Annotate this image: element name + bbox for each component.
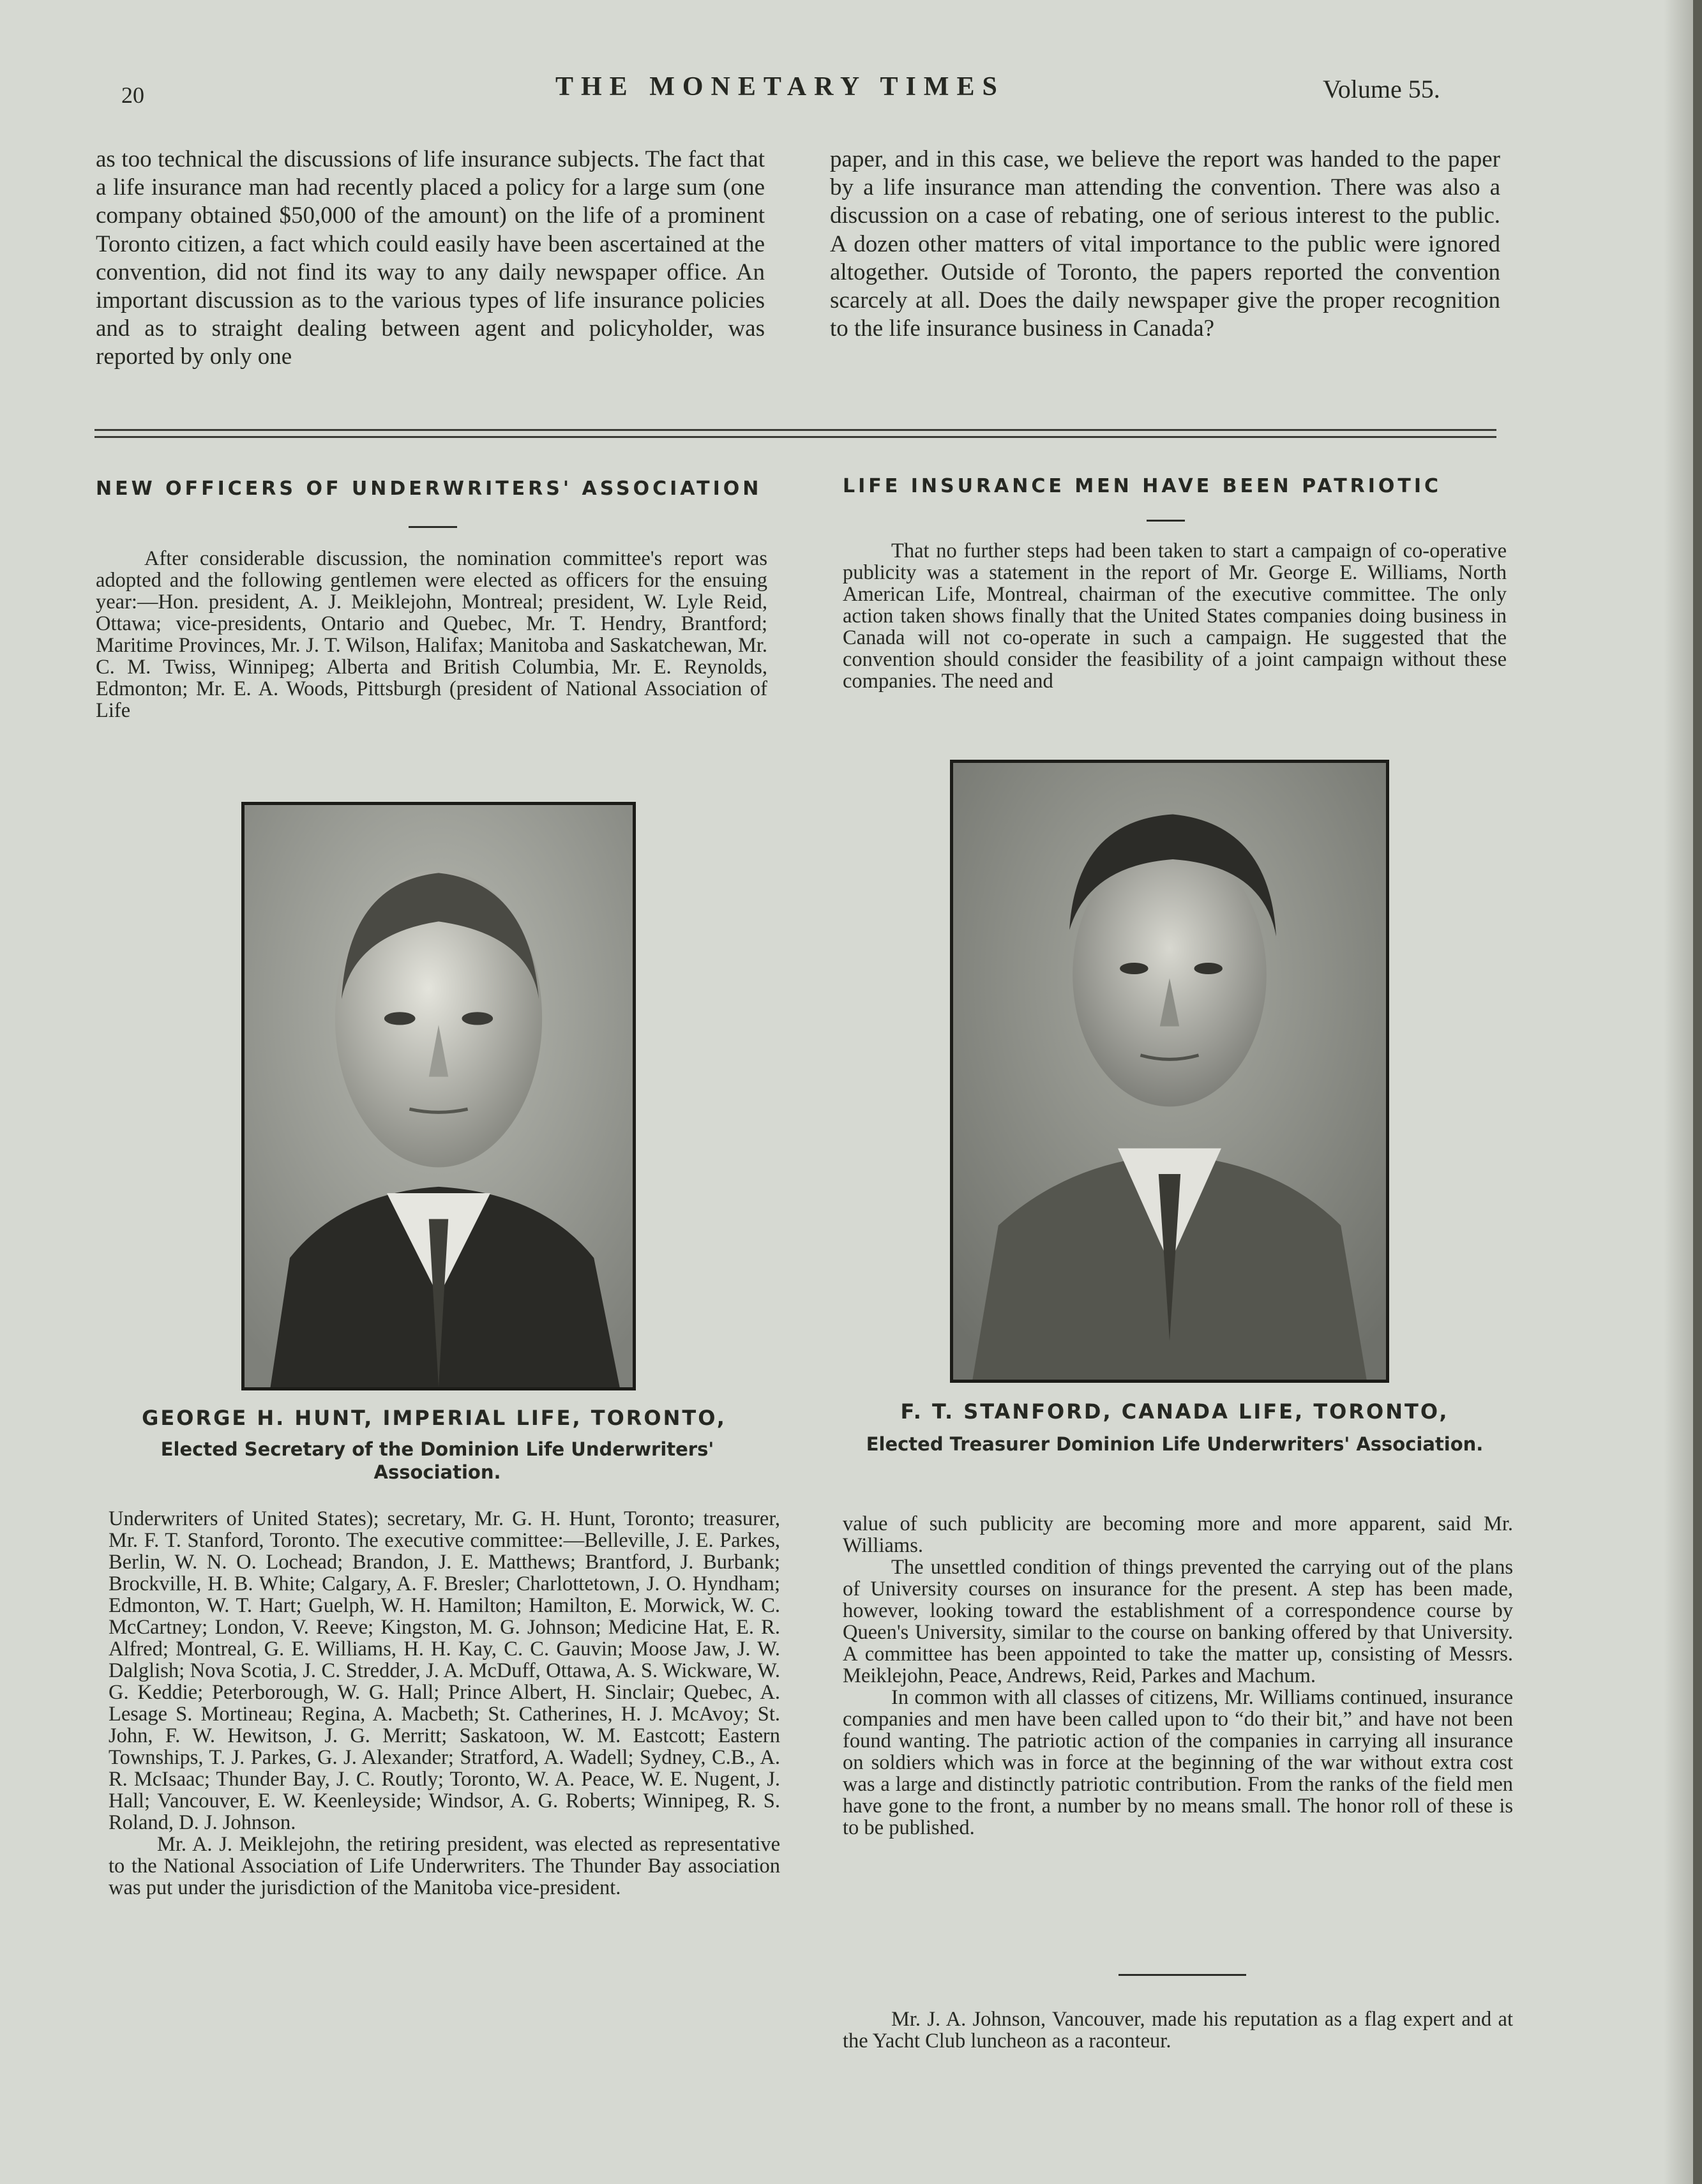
right-intro-text: That no further steps had been taken to start a campaign of co-operative publicity was a statement in the report of Mr. George E. Williams, North American Life, Montreal, chairman of the executive committee. The only action taken shows finally that the United States companies doing business in Canada will not co-operate in such a campaign. He suggested that the convention should consider the feasibility of a joint campaign without these companies. The need and <box>843 539 1507 693</box>
left-article-heading: NEW OFFICERS OF UNDERWRITERS' ASSOCIATION <box>96 478 762 500</box>
page-header <box>0 72 1702 110</box>
left-intro-text: After considerable discussion, the nomination committee's report was adopted and the following gentlemen were elected as officers for the ensuing year:—Hon. president, A. J. Meiklejohn, Montreal; president, W. Lyle Reid, Ottawa; vice-presidents, Ontario and Quebec, Mr. T. Hendry, Brantford; Maritime Provinces, Mr. J. T. Wilson, Halifax; Manitoba and Saskatchewan, Mr. C. M. Twiss, Winnipeg; Alberta and British Columbia, Mr. E. Reynolds, Edmonton; Mr. E. A. Woods, Pittsburgh (president of National Association of Life <box>96 547 767 722</box>
top-left-text: as too technical the discussions of life insurance subjects. The fact that a life insurance man had recently placed a policy for a large sum (one company obtained $50,000 of the amount) on the life of a prominent Toronto citizen, a fact which could easily have been ascertained at the convention, did not find its way to any daily newspaper office. An important discussion as to the various types of life insurance policies and as to straight dealing between agent and policyholder, was reported by only one <box>96 146 765 370</box>
portrait-photo-stanford <box>950 760 1389 1383</box>
right-photo-caption-role: Elected Treasurer Dominion Life Underwriters' Association. <box>866 1433 1484 1455</box>
right-photo-caption-name: F. T. STANFORD, CANADA LIFE, TORONTO, <box>900 1399 1449 1424</box>
patriotic-paragraph: In common with all classes of citizens, Mr. Williams continued, insurance companies and men have been called upon to “do their bit,” and have not been found wanting. The patriotic action of the companies in carrying all insurance on soldiers which was in force at the beginning of the war without extra cost was a large and distinctly patriotic contribution. From the ranks of the field men have gone to the front, a number by no means small. The honor roll of these is to be published. <box>843 1686 1513 1839</box>
left-photo-caption-name: GEORGE H. HUNT, IMPERIAL LIFE, TORONTO, <box>142 1406 727 1430</box>
meiklejohn-paragraph: Mr. A. J. Meiklejohn, the retiring president, was elected as representative to the National Association of Life Underwriters. The Thunder Bay association was put under the jurisdiction of the Manitoba vice-president. <box>109 1833 780 1899</box>
top-right-text: paper, and in this case, we believe the report was handed to the paper by a life insurance man attending the convention. There was also a discussion on a case of rebating, one of serious interest to the public. A dozen other matters of vital importance to the public were ignored altogether. Outside of Toronto, the papers reported the convention scarcely at all. Does the daily newspaper give the proper recognition to the life insurance business in Canada? <box>830 146 1500 342</box>
portrait-image <box>245 805 633 1387</box>
page-binding-edge <box>1693 0 1702 2184</box>
portrait-image <box>953 763 1386 1380</box>
left-heading-rule <box>409 526 457 528</box>
right-article-continued <box>843 1513 1513 1839</box>
top-left-paragraph <box>96 146 765 372</box>
right-article-intro <box>843 540 1507 692</box>
left-article-continued <box>109 1508 780 1899</box>
masthead-title: THE MONETARY TIMES <box>555 72 1005 102</box>
page-number: 20 <box>121 82 144 108</box>
left-photo-caption-role: Elected Secretary of the Dominion Life Underwriters' Association. <box>160 1438 714 1483</box>
executive-committee-text: Underwriters of United States); secretary, Mr. G. H. Hunt, Toronto; treasurer, Mr. F. T. Stanford, Toronto. The executive committee:—Belleville, J. E. Parkes, Berlin, W. N. O. Lochead; Brandon, J. E. Matthews; Brantford, J. Burbank; Brockville, H. B. White; Calgary, A. F. Bresler; Charlottetown, J. O. Hyndham; Edmonton, W. T. Hart; Guelph, W. H. Hamilton; Hamilton, E. Morwick, W. C. McCartney; London, V. Reeve; Kingston, M. G. Johnson; Medicine Hat, E. R. Alfred; Montreal, G. E. Williams, H. H. Kay, C. C. Gauvin; Moose Jaw, J. W. Dalglish; Nova Scotia, J. C. Stredder, J. A. McDuff, Ottawa, A. S. Wickware, W. G. Keddie; Peterborough, W. G. Hall; Prince Albert, H. Sinclair; Quebec, A. Lesage S. Mortineau; Regina, A. Macbeth; St. Catherines, H. J. McAvoy; St. John, F. W. Hewitson, J. G. Merritt; Saskatoon, W. M. Eastcott; Eastern Townships, T. J. Parkes, G. J. Alexander; Stratford, A. Wadell; Sydney, C.B., A. R. McIsaac; Thunder Bay, J. C. Routly; Toronto, W. A. Peace, W. E. Nugent, J. Hall; Vancouver, E. W. Keenleyside; Windsor, A. G. Roberts; Winnipeg, R. S. Roland, D. J. Johnson. <box>109 1507 780 1834</box>
section-divider <box>94 429 1496 438</box>
portrait-photo-hunt <box>241 802 636 1390</box>
right-article-heading: LIFE INSURANCE MEN HAVE BEEN PATRIOTIC <box>843 475 1442 497</box>
volume-label: Volume 55. <box>1323 75 1440 103</box>
johnson-note <box>843 2008 1513 2052</box>
publicity-paragraph: value of such publicity are becoming more and more apparent, said Mr. Williams. <box>843 1512 1513 1557</box>
note-divider <box>1118 1974 1246 1976</box>
left-article-intro <box>96 548 767 721</box>
right-heading-rule <box>1147 520 1185 522</box>
university-courses-paragraph: The unsettled condition of things prevented the carrying out of the plans of University courses on insurance for the present. A step has been made, however, looking toward the establishment of a correspondence course by Queen's University, similar to the course on banking offered by that University. A committee has been appointed to take the matter up, consisting of Messrs. Meiklejohn, Peace, Andrews, Reid, Parkes and Machum. <box>843 1556 1513 1687</box>
johnson-note-text: Mr. J. A. Johnson, Vancouver, made his reputation as a flag expert and at the Yacht Club luncheon as a raconteur. <box>843 2008 1513 2052</box>
top-right-paragraph <box>830 146 1500 343</box>
